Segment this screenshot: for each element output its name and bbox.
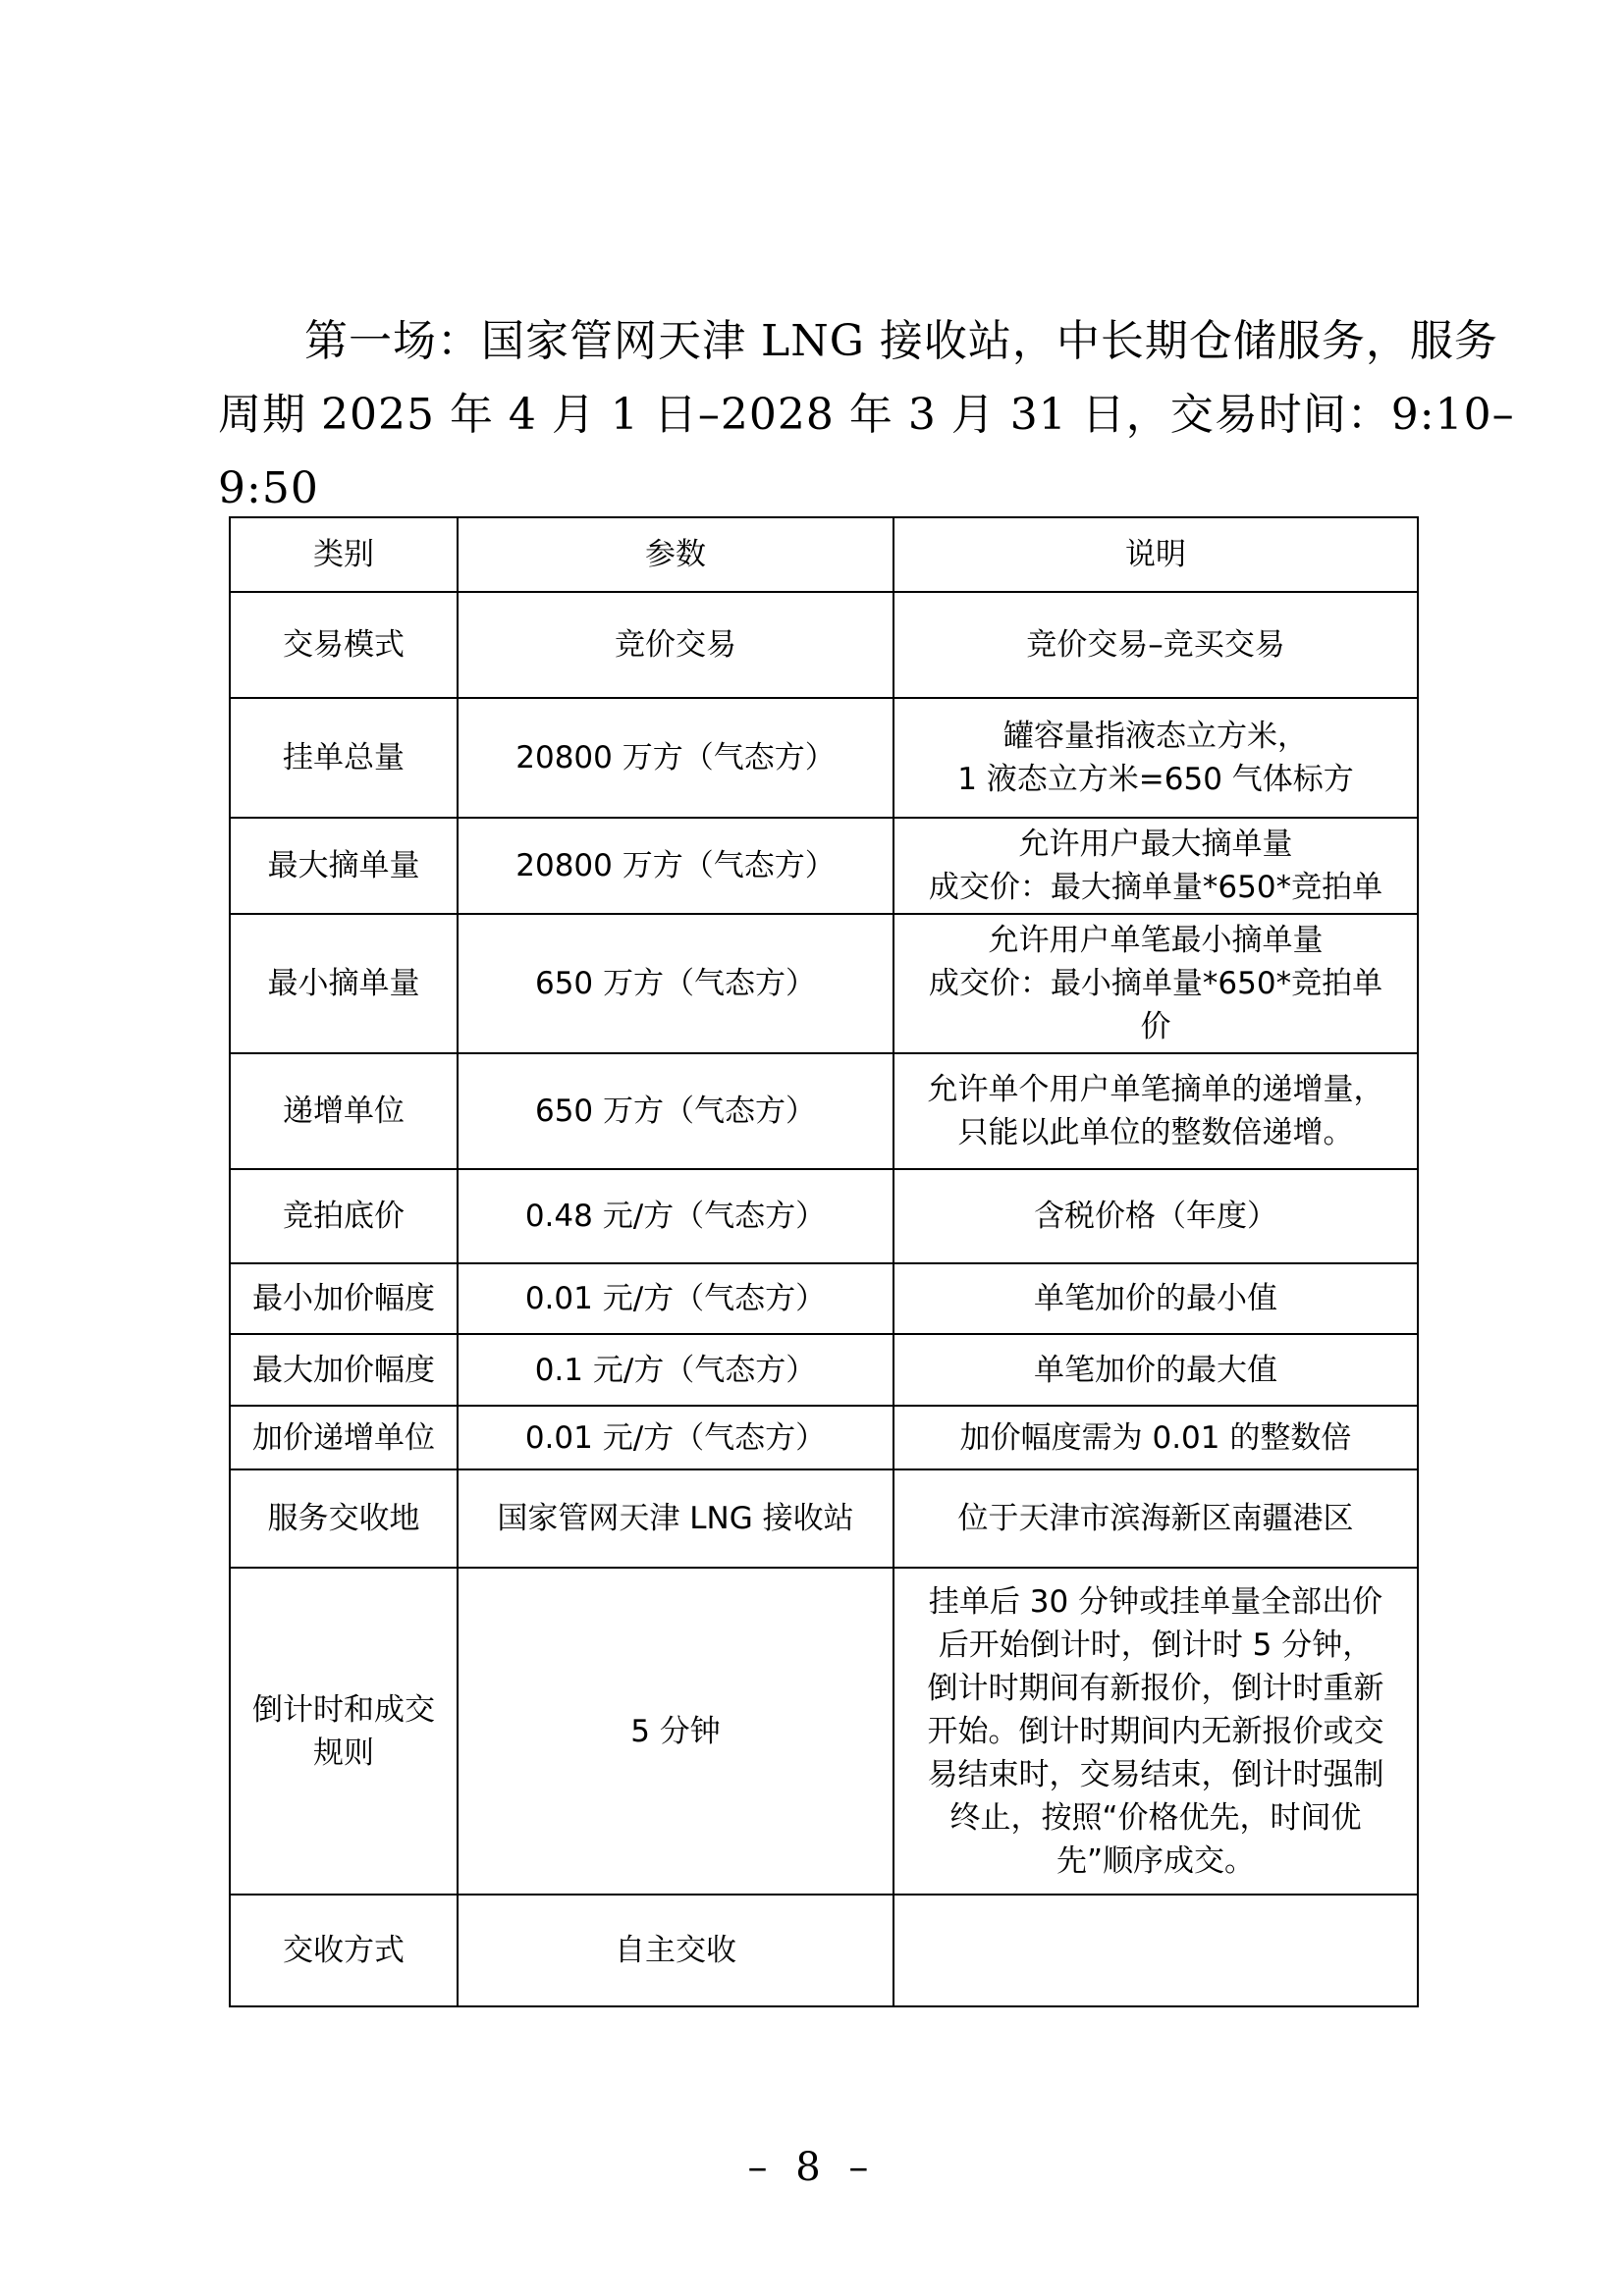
table-row: [230, 1469, 1418, 1568]
intro-line-3: 9:50: [218, 463, 319, 513]
table-row: [230, 1334, 1418, 1406]
row-category: 交易模式: [230, 592, 458, 698]
row-description: 竞价交易–竞买交易: [893, 592, 1418, 698]
row-category: 加价递增单位: [230, 1406, 458, 1469]
table-row: [230, 698, 1418, 818]
description-line: 挂单后 30 分钟或挂单量全部出价: [928, 1583, 1383, 1620]
row-category: [230, 1568, 458, 1895]
row-category: 竞拍底价: [230, 1169, 458, 1263]
table-row: [230, 1568, 1418, 1895]
table-header-row: [230, 517, 1418, 592]
row-category: 最大加价幅度: [230, 1334, 458, 1406]
row-category: 最小摘单量: [230, 914, 458, 1053]
row-parameter: 0.48 元/方（气态方）: [458, 1169, 893, 1263]
header-parameter: 参数: [458, 517, 893, 592]
row-category: 递增单位: [230, 1053, 458, 1169]
row-description: [893, 1895, 1418, 2006]
row-description: [893, 914, 1418, 1053]
row-category: 服务交收地: [230, 1469, 458, 1568]
row-description: 加价幅度需为 0.01 的整数倍: [893, 1406, 1418, 1469]
row-category: 交收方式: [230, 1895, 458, 2006]
row-parameter: 0.01 元/方（气态方）: [458, 1406, 893, 1469]
table-row: [230, 592, 1418, 698]
description-line: 只能以此单位的整数倍递增。: [957, 1115, 1354, 1150]
description-line: 罐容量指液态立方米，: [1003, 719, 1308, 754]
intro-line-2: 周期 2025 年 4 月 1 日–2028 年 3 月 31 日，交易时间：9:10–: [218, 390, 1515, 440]
row-parameter: 650 万方（气态方）: [458, 1053, 893, 1169]
row-parameter: 自主交收: [458, 1895, 893, 2006]
description-line: 终止，按照“价格优先，时间优: [949, 1799, 1362, 1836]
description-line: 易结束时，交易结束，倒计时强制: [927, 1756, 1384, 1792]
row-description: [893, 818, 1418, 914]
row-parameter: 20800 万方（气态方）: [458, 698, 893, 818]
table-row: [230, 1169, 1418, 1263]
table-row: [230, 818, 1418, 914]
row-parameter: 20800 万方（气态方）: [458, 818, 893, 914]
row-description: [893, 698, 1418, 818]
description-line: 允许用户最大摘单量: [1018, 827, 1293, 862]
description-line: 后开始倒计时，倒计时 5 分钟，: [938, 1627, 1374, 1663]
description-line: 允许用户单笔最小摘单量: [988, 923, 1324, 958]
header-category: 类别: [230, 517, 458, 592]
category-line: 倒计时和成交: [252, 1691, 435, 1728]
table-row: [230, 914, 1418, 1053]
description-line: 允许单个用户单笔摘单的递增量，: [927, 1072, 1384, 1107]
description-line: 开始。倒计时期间内无新报价或交: [927, 1713, 1384, 1749]
row-description: [893, 1568, 1418, 1895]
description-line: 1 液态立方米=650 气体标方: [957, 762, 1354, 797]
row-description: 单笔加价的最小值: [893, 1263, 1418, 1334]
row-parameter: 0.01 元/方（气态方）: [458, 1263, 893, 1334]
description-line: 成交价：最大摘单量*650*竞拍单: [928, 870, 1383, 905]
row-category: 挂单总量: [230, 698, 458, 818]
header-description: 说明: [893, 517, 1418, 592]
trading-parameters-table: [229, 516, 1419, 2007]
page-number: – 8 –: [747, 2145, 877, 2190]
description-line: 价: [1140, 1009, 1171, 1044]
row-description: 位于天津市滨海新区南疆港区: [893, 1469, 1418, 1568]
row-description: [893, 1053, 1418, 1169]
description-line: 成交价：最小摘单量*650*竞拍单: [928, 966, 1383, 1001]
row-parameter: 650 万方（气态方）: [458, 914, 893, 1053]
table-row: [230, 1895, 1418, 2006]
category-line: 规则: [313, 1735, 374, 1771]
description-line: 倒计时期间有新报价，倒计时重新: [927, 1670, 1384, 1706]
table-row: [230, 1263, 1418, 1334]
session-intro-paragraph: [218, 304, 1515, 525]
row-description: 含税价格（年度）: [893, 1169, 1418, 1263]
row-parameter: 国家管网天津 LNG 接收站: [458, 1469, 893, 1568]
row-category: 最大摘单量: [230, 818, 458, 914]
intro-line-1: 第一场：国家管网天津 LNG 接收站，中长期仓储服务，服务: [304, 316, 1498, 366]
row-parameter: 0.1 元/方（气态方）: [458, 1334, 893, 1406]
row-parameter: 5 分钟: [458, 1568, 893, 1895]
table-row: [230, 1406, 1418, 1469]
description-line: 先”顺序成交。: [1056, 1842, 1256, 1879]
row-parameter: 竞价交易: [458, 592, 893, 698]
table-row: [230, 1053, 1418, 1169]
row-description: 单笔加价的最大值: [893, 1334, 1418, 1406]
row-category: 最小加价幅度: [230, 1263, 458, 1334]
